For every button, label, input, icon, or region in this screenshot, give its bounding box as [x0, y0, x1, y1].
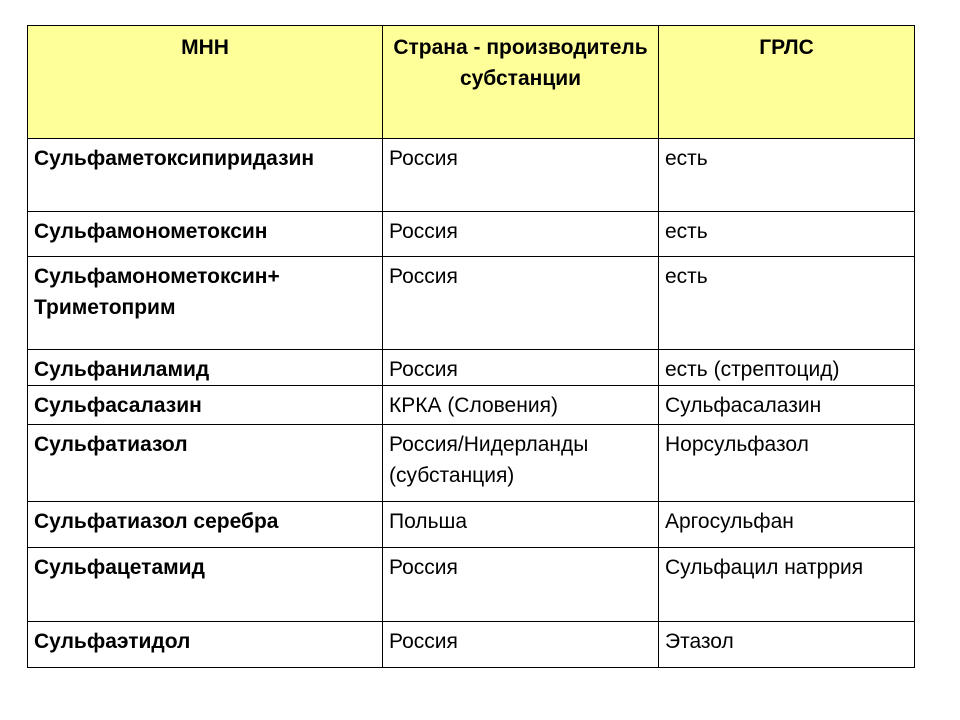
header-row [28, 26, 915, 139]
cell-country: Польша [383, 502, 659, 548]
cell-country: КРКА (Словения) [383, 386, 659, 425]
header-grls: ГРЛС [659, 26, 915, 139]
drug-table [27, 25, 915, 668]
table-row [28, 139, 915, 212]
table-row [28, 622, 915, 668]
cell-grls: Норсульфазол [659, 425, 915, 502]
table-row [28, 386, 915, 425]
cell-inn: Сульфамонометоксин [28, 212, 383, 257]
table-row [28, 257, 915, 350]
cell-inn: Сульфатиазол серебра [28, 502, 383, 548]
cell-grls: Сульфасалазин [659, 386, 915, 425]
cell-country: Россия [383, 257, 659, 350]
cell-inn: Сульфаметоксипиридазин [28, 139, 383, 212]
cell-inn: Сульфатиазол [28, 425, 383, 502]
table-row [28, 350, 915, 386]
cell-country: Россия [383, 548, 659, 622]
cell-grls: есть (стрептоцид) [659, 350, 915, 386]
cell-country: Россия [383, 139, 659, 212]
table-row [28, 425, 915, 502]
cell-grls: Аргосульфан [659, 502, 915, 548]
table-row [28, 212, 915, 257]
cell-grls: Сульфацил натррия [659, 548, 915, 622]
cell-inn: Сульфамонометоксин+ Триметоприм [28, 257, 383, 350]
cell-country: Россия [383, 350, 659, 386]
cell-grls: есть [659, 139, 915, 212]
header-inn: МНН [28, 26, 383, 139]
cell-country: Россия [383, 212, 659, 257]
cell-grls: есть [659, 257, 915, 350]
cell-country: Россия [383, 622, 659, 668]
cell-grls: Этазол [659, 622, 915, 668]
cell-inn: Сульфаниламид [28, 350, 383, 386]
cell-inn: Сульфацетамид [28, 548, 383, 622]
cell-country: Россия/Нидерланды (субстанция) [383, 425, 659, 502]
cell-inn: Сульфаэтидол [28, 622, 383, 668]
table-row [28, 548, 915, 622]
cell-inn: Сульфасалазин [28, 386, 383, 425]
header-country: Страна - производитель субстанции [383, 26, 659, 139]
cell-grls: есть [659, 212, 915, 257]
table-row [28, 502, 915, 548]
